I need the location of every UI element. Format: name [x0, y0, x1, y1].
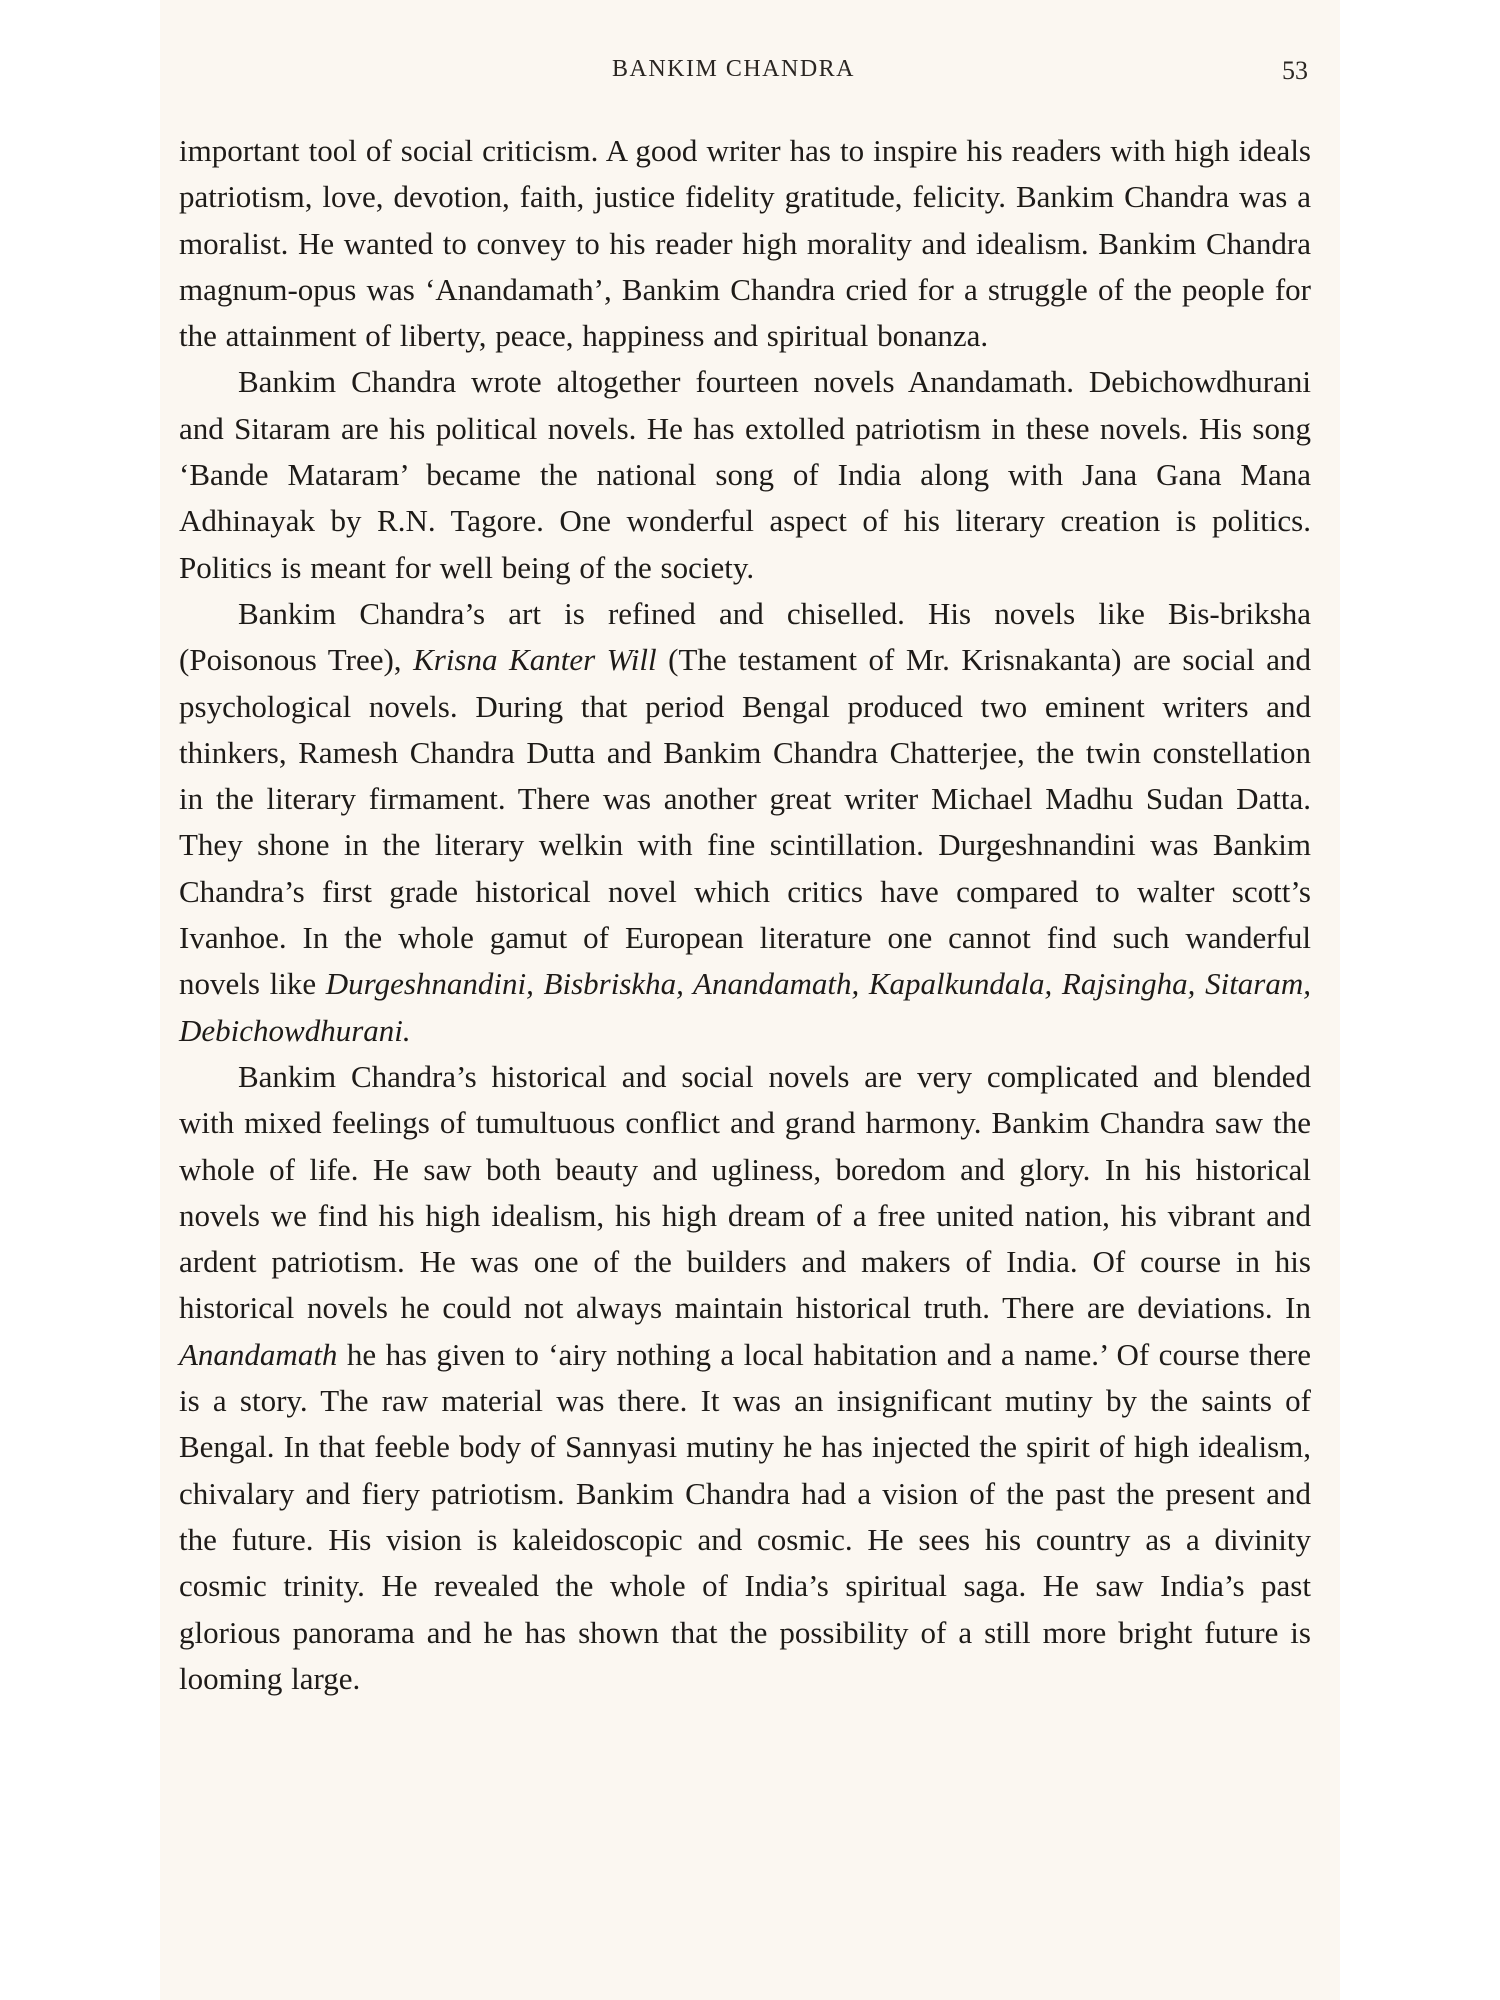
paragraph-text: Bankim Chandra’s art is refined and chiselled. His novels like Bis-briksha (Poisonous Tree), — [179, 595, 1311, 678]
italic-title: Krisna Kanter Will — [413, 642, 657, 678]
paragraph-text: (The testament of Mr. Krisnakanta) are social and psychological novels. During that period Bengal produced two eminent writers and thinkers, Ramesh Chandra Dutta and Bankim Chandra Chatterjee, the twin constellation in the literary firmament. There was another great writer Michael Madhu Sudan Datta. They shone in the literary welkin with fine scintillation. Durgeshnandini was Bankim Chandra’s first grade historical novel which critics have compared to walter scott’s Ivanhoe. In the whole gamut of European literature one cannot find such wanderful novels like — [179, 642, 1311, 1002]
paragraph-3 — [179, 591, 1311, 1054]
paragraph-text: Bankim Chandra wrote altogether fourteen novels Anandamath. Debichowdhurani and Sitaram are his political novels. He has extolled patriotism in these novels. His song ‘Bande Mataram’ became the national song of India along with Jana Gana Mana Adhinayak by R.N. Tagore. One wonderful aspect of his literary creation is politics. Politics is meant for well being of the society. — [179, 364, 1311, 585]
paragraph-text: Bankim Chandra’s historical and social novels are very complicated and blended with mixed feelings of tumultuous conflict and grand harmony. Bankim Chandra saw the whole of life. He saw both beauty and ugliness, boredom and glory. In his historical novels we find his high idealism, his high dream of a free united nation, his vibrant and ardent patriotism. He was one of the builders and makers of India. Of course in his historical novels he could not always maintain historical truth. There are deviations. In — [179, 1058, 1311, 1326]
page-number: 53 — [1282, 56, 1308, 85]
running-title: BANKIM CHANDRA — [612, 56, 856, 82]
italic-title-list: Durgeshnandini, Bisbriskha, Anandamath, Kapalkundala, Rajsingha, Sitaram, Debichowdhurani. — [179, 966, 1312, 1048]
paragraph-text: important tool of social criticism. A good writer has to inspire his readers with high ideals patriotism, love, devotion, faith, justice fidelity gratitude, felicity. Bankim Chandra was a moralist. He wanted to convey to his reader high morality and idealism. Bankim Chandra magnum-opus was ‘Anandamath’, Bankim Chandra cried for a struggle of the people for the attainment of liberty, peace, happiness and spiritual bonanza. — [179, 133, 1311, 354]
paragraph-text: he has given to ‘airy nothing a local habitation and a name.’ Of course there is a story. The raw material was there. It was an insignificant mutiny by the saints of Bengal. In that feeble body of Sannyasi mutiny he has injected the spirit of high idealism, chivalary and fiery patriotism. Bankim Chandra had a vision of the past the present and the future. His vision is kaleidoscopic and cosmic. He sees his country as a divinity cosmic trinity. He revealed the whole of India’s spiritual saga. He saw India’s past glorious panorama and he has shown that the possibility of a still more bright future is looming large. — [179, 1336, 1311, 1696]
book-page — [160, 0, 1340, 2000]
paragraph-2 — [179, 359, 1311, 590]
paragraph-4 — [179, 1054, 1311, 1702]
body-text — [179, 128, 1311, 1702]
italic-title: Anandamath — [179, 1336, 338, 1372]
running-head — [160, 56, 1340, 96]
paragraph-1 — [179, 128, 1311, 359]
